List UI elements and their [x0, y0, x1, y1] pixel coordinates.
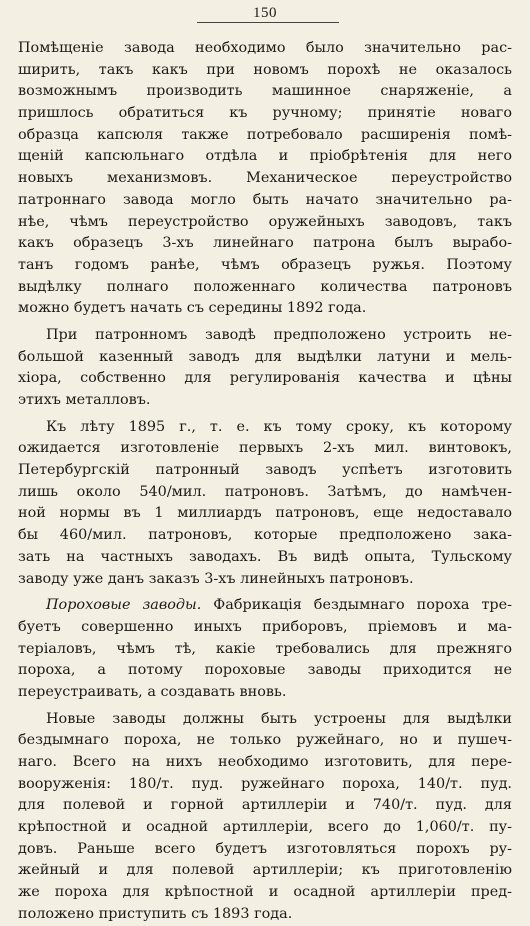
text-line: щеній капсюльнаго отдѣла и пріобрѣтенія для него: [18, 148, 512, 165]
text-line: буетъ совершенно иныхъ приборовъ, пріемовъ и ма-: [18, 618, 512, 635]
text-line: новыхъ механизмовъ. Механическое переустройство: [18, 170, 512, 187]
text-line: можно будетъ начать съ середины 1892 года.: [18, 300, 367, 317]
text-line: бы 460/мил. патроновъ, которые предположено зака-: [18, 527, 512, 544]
text-line: При патронномъ заводѣ предположено устроить не-: [46, 326, 512, 343]
page-body: [18, 38, 512, 926]
paragraph-4: [18, 595, 512, 703]
text-line: переустраивать, а создавать вновь.: [18, 683, 287, 700]
text-line: лишь около 540/мил. патроновъ. Затѣмъ, до намѣчен-: [18, 483, 512, 500]
text-line: хіора, собственно для регулированія качества и цѣны: [18, 370, 512, 387]
text-line: [18, 595, 512, 617]
paragraph-2: [18, 325, 512, 412]
text-line: заводу уже данъ заказъ 3-хъ линейныхъ патроновъ.: [18, 570, 414, 587]
text-line: довъ. Раньше всего будетъ изготовляться порохъ ру-: [18, 840, 512, 857]
text-line: положено приступить съ 1893 года.: [18, 905, 293, 922]
text-line: ожидается изготовленіе первыхъ 2-хъ мил. винтовокъ,: [18, 440, 512, 457]
text-line: выдѣлку полнаго положеннаго количества патроновъ: [18, 278, 512, 295]
text-line: Петербургскій патронный заводъ успѣетъ изготовить: [18, 462, 512, 479]
page-header: [0, 2, 530, 22]
text-line: Къ лѣту 1895 г., т. е. къ тому сроку, къ которому: [46, 418, 512, 435]
text-line: бездымнаго пороха, не только ружейнаго, но и пушеч-: [18, 732, 512, 749]
text-line: наго. Всего на нихъ необходимо изготовить, для пере-: [18, 754, 512, 770]
paragraph-3: [18, 417, 512, 591]
text-line: ной нормы въ 1 миллиардъ патроновъ, еще недоставало: [18, 505, 512, 522]
section-heading: Пороховые заводы.: [46, 597, 202, 614]
text-line: Помѣщеніе завода необходимо было значительно рас-: [18, 40, 512, 56]
paragraph-1: [18, 38, 512, 320]
page-number: 150: [253, 5, 277, 21]
text-line: пришлось обратиться къ ручному; принятіе новаго: [18, 105, 512, 122]
text-line: крѣпостной и осадной артиллеріи, всего до 1,060/т. пу-: [18, 819, 512, 836]
text-line: большой казенный заводъ для выдѣлки латуни и мель-: [18, 348, 512, 365]
text-line: образца капсюля также потребовало расширенія помѣ-: [18, 126, 512, 143]
text-line: вооруженія: 180/т. пуд. ружейнаго пороха, 140/т. пуд.: [18, 775, 512, 792]
text-run: Фабрикація бездымнаго пороха тре-: [201, 597, 512, 614]
text-line: патроннаго завода могло быть начато значительно ра-: [18, 191, 512, 208]
text-line: возможнымъ производить машинное снаряженіе, а: [18, 83, 512, 100]
text-line: танъ годомъ ранѣе, чѣмъ образецъ ружья. Поэтому: [18, 256, 512, 273]
text-line: ширить, такъ какъ при новомъ порохѣ не оказалось: [18, 61, 512, 78]
text-line: для полевой и горной артиллеріи и 740/т. пуд. для: [18, 797, 512, 814]
text-line: пороха, а потому пороховые заводы приходится не: [18, 662, 512, 679]
text-line: Новые заводы должны быть устроены для выдѣлки: [46, 710, 512, 727]
text-line: же пороха для крѣпостной и осадной артиллеріи пред-: [18, 884, 512, 901]
text-line: нѣе, чѣмъ переустройство оружейныхъ заводовъ, такъ: [18, 213, 512, 230]
text-line: теріаловъ, чѣмъ тѣ, какіе требовались для прежняго: [18, 640, 512, 657]
paragraph-5: [18, 709, 512, 926]
header-rule: [197, 22, 339, 23]
text-line: какъ образецъ 3-хъ линейнаго патрона былъ вырабо-: [18, 235, 512, 252]
text-line: зать на частныхъ заводахъ. Въ видѣ опыта, Тульскому: [18, 548, 512, 565]
text-line: этихъ металловъ.: [18, 392, 151, 408]
text-line: жейный и для полевой артиллеріи; къ приготовленію: [18, 862, 512, 879]
